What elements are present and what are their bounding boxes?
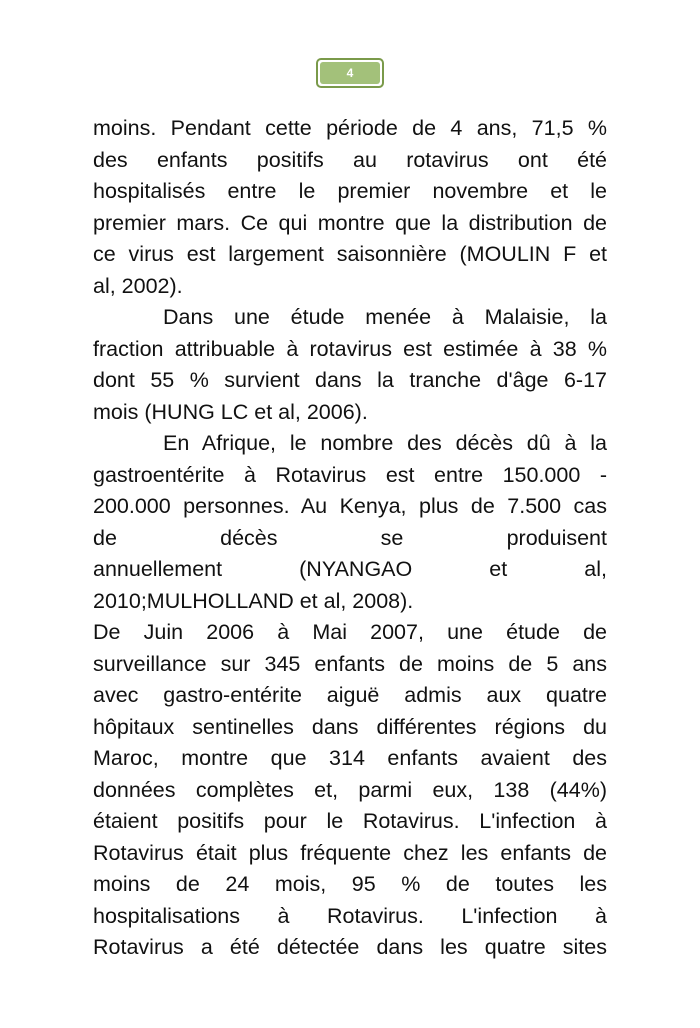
text-line: De Juin 2006 à Mai 2007, une étude de xyxy=(93,620,607,644)
text-line: données complètes et, parmi eux, 138 (44%) xyxy=(93,777,607,802)
text-line: En Afrique, le nombre des décès dû à la xyxy=(163,431,607,455)
text-line: Dans une étude menée à Malaisie, la xyxy=(163,305,607,329)
text-line: moins. Pendant cette période de 4 ans, 71,5 % xyxy=(93,116,607,140)
text-line: Rotavirus était plus fréquente chez les enfants de xyxy=(93,840,607,865)
text-line: ce virus est largement saisonnière (MOULIN F et xyxy=(93,242,607,266)
text-line: avec gastro-entérite aiguë admis aux quatre xyxy=(93,683,607,707)
text-line: annuellement (NYANGAO et al, xyxy=(93,557,607,581)
text-line: hôpitaux sentinelles dans différentes régions du xyxy=(93,714,607,739)
text-line: étaient positifs pour le Rotavirus. L'infection à xyxy=(93,809,607,833)
page-number: 4 xyxy=(320,62,380,84)
text-line: 200.000 personnes. Au Kenya, plus de 7.500 cas xyxy=(93,494,607,518)
text-line: hospitalisations à Rotavirus. L'infection à xyxy=(93,903,607,928)
text-line: mois (HUNG LC et al, 2006). xyxy=(93,399,368,424)
text-line: dont 55 % survient dans la tranche d'âge 6-17 xyxy=(93,368,607,392)
text-line: moins de 24 mois, 95 % de toutes les xyxy=(93,872,607,896)
text-line: gastroentérite à Rotavirus est entre 150.000 - xyxy=(93,462,607,487)
text-line: des enfants positifs au rotavirus ont été xyxy=(93,147,607,172)
text-line: 2010;MULHOLLAND et al, 2008). xyxy=(93,588,414,613)
text-line: al, 2002). xyxy=(93,273,183,298)
text-line: hospitalisés entre le premier novembre et le xyxy=(93,179,607,203)
text-line: Rotavirus a été détectée dans les quatre sites xyxy=(93,935,607,959)
body-text xyxy=(93,113,607,964)
text-line: premier mars. Ce qui montre que la distribution de xyxy=(93,210,607,235)
text-line: surveillance sur 345 enfants de moins de 5 ans xyxy=(93,651,607,676)
text-line: fraction attribuable à rotavirus est estimée à 38 % xyxy=(93,336,607,361)
text-line: Maroc, montre que 314 enfants avaient des xyxy=(93,746,607,770)
page-number-badge xyxy=(316,58,384,88)
text-line: de décès se produisent xyxy=(93,525,607,550)
